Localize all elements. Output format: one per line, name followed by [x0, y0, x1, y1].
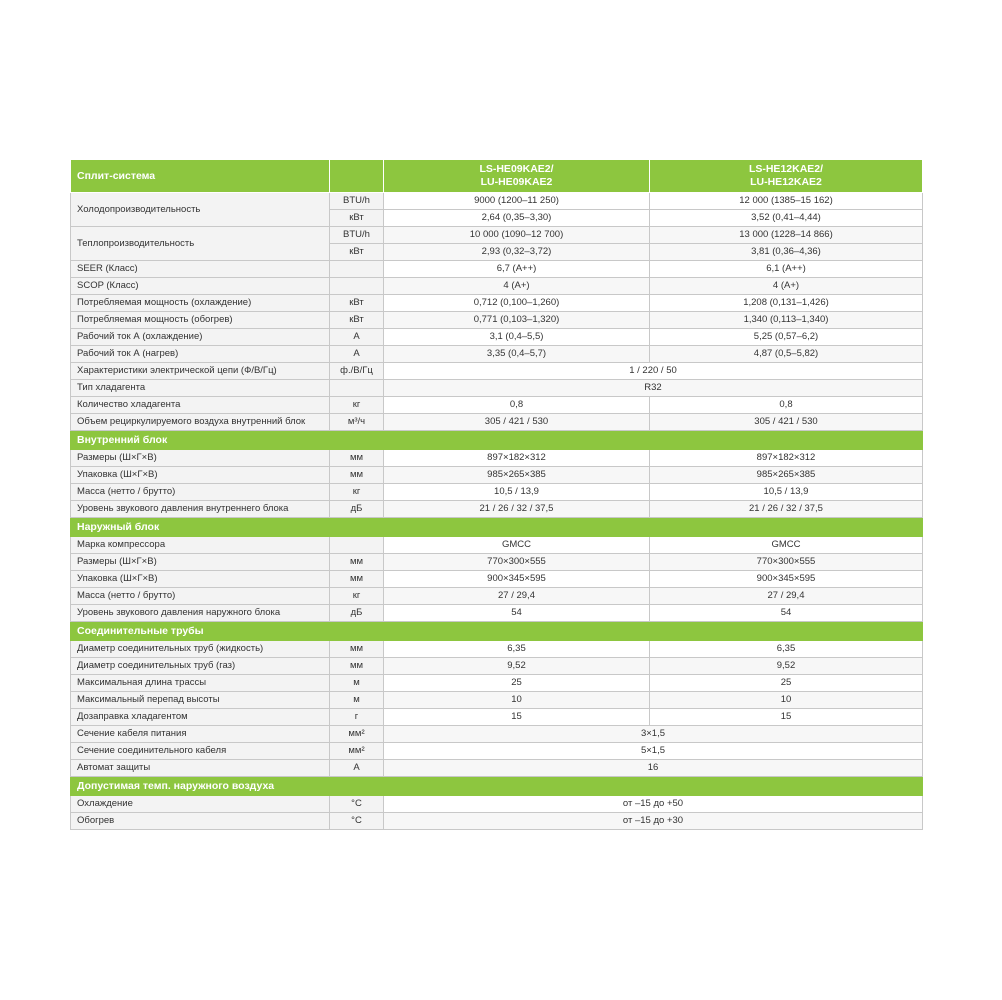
table-header-row: [71, 160, 923, 193]
table-row: [71, 796, 923, 813]
table-row: [71, 588, 923, 605]
spec-table: [70, 159, 923, 830]
row-value-model-1: 4 (A+): [384, 278, 650, 295]
row-value-model-1: 54: [384, 605, 650, 622]
row-unit: BTU/h: [330, 227, 384, 244]
row-unit: м³/ч: [330, 414, 384, 431]
row-value-model-2: 12 000 (1385–15 162): [650, 193, 923, 210]
table-row: [71, 743, 923, 760]
row-unit: °С: [330, 813, 384, 830]
row-value-model-1: 985×265×385: [384, 467, 650, 484]
row-value-model-1: 27 / 29,4: [384, 588, 650, 605]
row-unit: А: [330, 346, 384, 363]
row-unit: мм: [330, 571, 384, 588]
row-unit: [330, 380, 384, 397]
row-unit: мм: [330, 641, 384, 658]
row-value-model-2: 13 000 (1228–14 866): [650, 227, 923, 244]
spec-table-body: [71, 160, 923, 830]
table-row: [71, 329, 923, 346]
row-unit: м: [330, 675, 384, 692]
row-label: Холодопроизводительность: [71, 193, 330, 227]
row-value-model-2: 5,25 (0,57–6,2): [650, 329, 923, 346]
row-unit: кВт: [330, 312, 384, 329]
table-row: [71, 726, 923, 743]
row-label: Масса (нетто / брутто): [71, 484, 330, 501]
row-unit: [330, 537, 384, 554]
row-value-model-2: 10: [650, 692, 923, 709]
row-value-model-1: 3,35 (0,4–5,7): [384, 346, 650, 363]
row-value-model-2: 6,35: [650, 641, 923, 658]
table-row: [71, 450, 923, 467]
row-value-model-1: 9000 (1200–11 250): [384, 193, 650, 210]
row-unit: кВт: [330, 244, 384, 261]
row-value-shared: 1 / 220 / 50: [384, 363, 923, 380]
table-row: [71, 227, 923, 244]
row-label: Потребляемая мощность (обогрев): [71, 312, 330, 329]
row-value-model-2: 54: [650, 605, 923, 622]
row-value-model-1: 897×182×312: [384, 450, 650, 467]
table-row: [71, 193, 923, 210]
row-value-model-1: 10,5 / 13,9: [384, 484, 650, 501]
row-value-model-2: 3,52 (0,41–4,44): [650, 210, 923, 227]
table-row: [71, 312, 923, 329]
row-value-model-2: 0,8: [650, 397, 923, 414]
row-label: Упаковка (Ш×Г×В): [71, 467, 330, 484]
row-label: Максимальная длина трассы: [71, 675, 330, 692]
row-unit: кг: [330, 484, 384, 501]
table-row: [71, 346, 923, 363]
row-value-model-1: 6,7 (A++): [384, 261, 650, 278]
row-value-model-1: 3,1 (0,4–5,5): [384, 329, 650, 346]
row-label: Диаметр соединительных труб (жидкость): [71, 641, 330, 658]
section-title: Наружный блок: [71, 518, 923, 537]
row-unit: [330, 278, 384, 295]
table-row: [71, 295, 923, 312]
model-2-line-2: LU-HE12KAE2: [750, 176, 822, 188]
table-row: [71, 813, 923, 830]
row-value-model-2: 770×300×555: [650, 554, 923, 571]
section-header: [71, 518, 923, 537]
table-row: [71, 658, 923, 675]
row-value-model-2: 3,81 (0,36–4,36): [650, 244, 923, 261]
row-value-model-1: 0,771 (0,103–1,320): [384, 312, 650, 329]
row-unit: кВт: [330, 210, 384, 227]
row-unit: кг: [330, 397, 384, 414]
table-row: [71, 501, 923, 518]
row-value-model-2: 21 / 26 / 32 / 37,5: [650, 501, 923, 518]
row-label: SCOP (Класс): [71, 278, 330, 295]
section-header: [71, 777, 923, 796]
row-unit: °С: [330, 796, 384, 813]
section-header: [71, 431, 923, 450]
row-value-shared: от –15 до +50: [384, 796, 923, 813]
table-row: [71, 414, 923, 431]
row-value-model-2: 1,340 (0,113–1,340): [650, 312, 923, 329]
header-title: Сплит-система: [71, 160, 330, 193]
row-unit: мм²: [330, 743, 384, 760]
table-row: [71, 397, 923, 414]
row-unit: [330, 261, 384, 278]
row-value-model-1: 25: [384, 675, 650, 692]
row-unit: дБ: [330, 501, 384, 518]
row-value-model-1: 2,64 (0,35–3,30): [384, 210, 650, 227]
row-label: Размеры (Ш×Г×В): [71, 554, 330, 571]
table-row: [71, 380, 923, 397]
row-label: Рабочий ток А (нагрев): [71, 346, 330, 363]
header-unit-blank: [330, 160, 384, 193]
row-value-shared: 3×1,5: [384, 726, 923, 743]
table-row: [71, 571, 923, 588]
row-value-shared: от –15 до +30: [384, 813, 923, 830]
row-value-model-2: 6,1 (A++): [650, 261, 923, 278]
row-value-model-2: 9,52: [650, 658, 923, 675]
row-value-model-2: 15: [650, 709, 923, 726]
section-header: [71, 622, 923, 641]
table-row: [71, 278, 923, 295]
row-value-model-2: 4 (A+): [650, 278, 923, 295]
row-label: Сечение кабеля питания: [71, 726, 330, 743]
row-value-shared: R32: [384, 380, 923, 397]
row-unit: А: [330, 329, 384, 346]
model-1-line-1: LS-HE09KAE2/: [479, 163, 554, 175]
row-label: Автомат защиты: [71, 760, 330, 777]
row-label: Характеристики электрической цепи (Ф/В/Гц): [71, 363, 330, 380]
row-value-model-1: 0,8: [384, 397, 650, 414]
row-label: Уровень звукового давления внутреннего блока: [71, 501, 330, 518]
row-value-model-1: 0,712 (0,100–1,260): [384, 295, 650, 312]
row-value-model-2: 900×345×595: [650, 571, 923, 588]
row-value-model-1: 21 / 26 / 32 / 37,5: [384, 501, 650, 518]
model-1-line-2: LU-HE09KAE2: [480, 176, 553, 188]
row-value-model-1: 6,35: [384, 641, 650, 658]
row-unit: кг: [330, 588, 384, 605]
table-row: [71, 760, 923, 777]
row-value-model-2: 897×182×312: [650, 450, 923, 467]
row-label: Сечение соединительного кабеля: [71, 743, 330, 760]
table-row: [71, 484, 923, 501]
row-unit: мм: [330, 658, 384, 675]
row-label: Уровень звукового давления наружного блока: [71, 605, 330, 622]
row-value-model-2: 4,87 (0,5–5,82): [650, 346, 923, 363]
row-label: Потребляемая мощность (охлаждение): [71, 295, 330, 312]
row-value-model-1: 770×300×555: [384, 554, 650, 571]
row-value-model-2: 305 / 421 / 530: [650, 414, 923, 431]
row-label: Диаметр соединительных труб (газ): [71, 658, 330, 675]
row-unit: г: [330, 709, 384, 726]
row-label: Масса (нетто / брутто): [71, 588, 330, 605]
row-unit: А: [330, 760, 384, 777]
row-value-model-1: 10 000 (1090–12 700): [384, 227, 650, 244]
row-unit: ф./В/Гц: [330, 363, 384, 380]
section-title: Внутренний блок: [71, 431, 923, 450]
model-2-header: [650, 160, 923, 193]
row-label: Рабочий ток А (охлаждение): [71, 329, 330, 346]
table-row: [71, 709, 923, 726]
row-label: Максимальный перепад высоты: [71, 692, 330, 709]
row-unit: мм: [330, 450, 384, 467]
row-label: Теплопроизводительность: [71, 227, 330, 261]
row-label: Размеры (Ш×Г×В): [71, 450, 330, 467]
row-value-model-1: 305 / 421 / 530: [384, 414, 650, 431]
model-1-header: [384, 160, 650, 193]
row-label: Объем рециркулируемого воздуха внутренний блок: [71, 414, 330, 431]
row-value-model-1: 900×345×595: [384, 571, 650, 588]
table-row: [71, 537, 923, 554]
row-value-model-1: 2,93 (0,32–3,72): [384, 244, 650, 261]
row-value-model-2: 27 / 29,4: [650, 588, 923, 605]
row-unit: кВт: [330, 295, 384, 312]
row-value-model-1: 15: [384, 709, 650, 726]
table-row: [71, 363, 923, 380]
row-value-model-2: 985×265×385: [650, 467, 923, 484]
table-row: [71, 554, 923, 571]
row-label: Дозаправка хладагентом: [71, 709, 330, 726]
model-2-line-1: LS-HE12KAE2/: [748, 163, 824, 175]
table-row: [71, 467, 923, 484]
row-value-shared: 16: [384, 760, 923, 777]
row-value-model-2: 25: [650, 675, 923, 692]
row-value-model-1: 10: [384, 692, 650, 709]
row-value-shared: 5×1,5: [384, 743, 923, 760]
row-label: Количество хладагента: [71, 397, 330, 414]
row-label: Охлаждение: [71, 796, 330, 813]
row-value-model-2: 1,208 (0,131–1,426): [650, 295, 923, 312]
section-title: Допустимая темп. наружного воздуха: [71, 777, 923, 796]
row-unit: BTU/h: [330, 193, 384, 210]
row-label: Тип хладагента: [71, 380, 330, 397]
row-value-model-1: GMCC: [384, 537, 650, 554]
row-value-model-1: 9,52: [384, 658, 650, 675]
table-row: [71, 692, 923, 709]
row-value-model-2: GMCC: [650, 537, 923, 554]
section-title: Соединительные трубы: [71, 622, 923, 641]
row-label: SEER (Класс): [71, 261, 330, 278]
row-value-model-2: 10,5 / 13,9: [650, 484, 923, 501]
row-unit: мм: [330, 554, 384, 571]
table-row: [71, 605, 923, 622]
table-row: [71, 641, 923, 658]
table-row: [71, 675, 923, 692]
table-row: [71, 261, 923, 278]
row-label: Обогрев: [71, 813, 330, 830]
row-unit: мм²: [330, 726, 384, 743]
row-label: Упаковка (Ш×Г×В): [71, 571, 330, 588]
row-unit: дБ: [330, 605, 384, 622]
row-label: Марка компрессора: [71, 537, 330, 554]
row-unit: мм: [330, 467, 384, 484]
row-unit: м: [330, 692, 384, 709]
